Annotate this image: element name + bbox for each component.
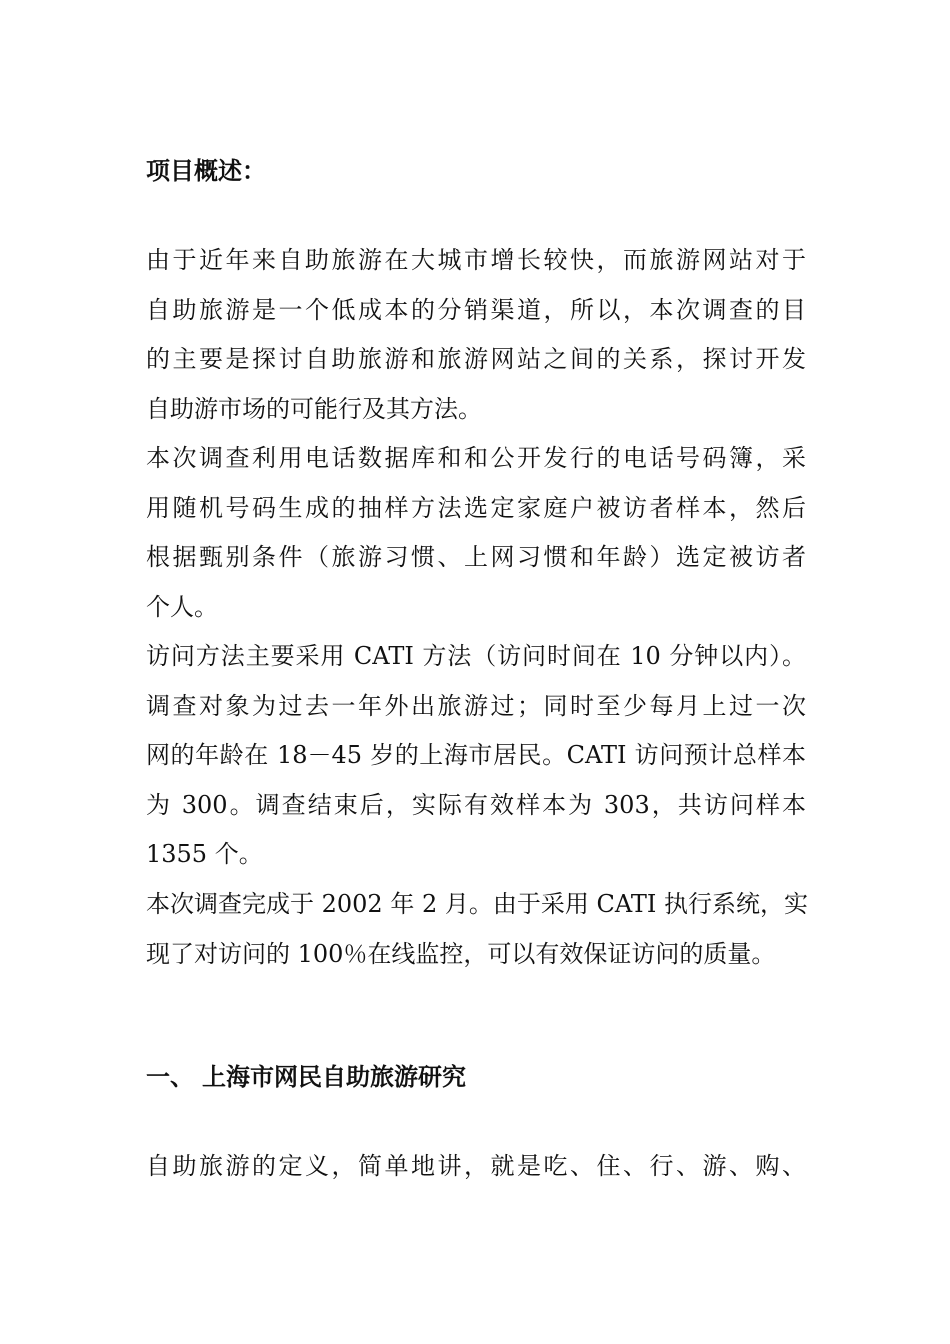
paragraph-line: 由于近年来自助旅游在大城市增长较快，而旅游网站对于 — [146, 246, 806, 274]
section-heading — [146, 1062, 466, 1092]
paragraph-line: 根据甄别条件（旅游习惯、上网习惯和年龄）选定被访者 — [146, 543, 806, 572]
paragraph-line: 自助游市场的可能行及其方法。 — [146, 394, 482, 423]
paragraph-completion — [146, 880, 806, 979]
paragraph-line: 访问方法主要采用 CATI 方法（访问时间在 10 分钟以内）。 — [146, 642, 806, 670]
paragraph-line: 用随机号码生成的抽样方法选定家庭户被访者样本，然后 — [146, 493, 806, 522]
paragraph-line: 的主要是探讨自助旅游和旅游网站之间的关系，探讨开发 — [146, 345, 806, 374]
overview-heading: 项目概述： — [146, 156, 266, 185]
paragraph-line: 本次调查完成于 2002 年 2 月。由于采用 CATI 执行系统，实 — [146, 890, 808, 918]
paragraph-line: 1355 个。 — [146, 840, 263, 869]
paragraph-method — [146, 632, 806, 880]
section-title: 上海市网民自助旅游研究 — [202, 1062, 466, 1091]
paragraph-line: 现了对访问的 100％在线监控，可以有效保证访问的质量。 — [146, 939, 776, 968]
paragraph-line: 个人。 — [146, 592, 218, 621]
paragraph-line: 调查对象为过去一年外出旅游过；同时至少每月上过一次 — [146, 691, 806, 720]
paragraph-definition — [146, 1142, 806, 1192]
paragraph-sampling — [146, 434, 806, 632]
paragraph-line: 本次调查利用电话数据库和和公开发行的电话号码簿，采 — [146, 444, 806, 472]
section-number: 一、 — [146, 1062, 194, 1091]
paragraph-line: 为 300。调查结束后，实际有效样本为 303，共访问样本 — [146, 790, 806, 819]
paragraph-line: 自助旅游的定义，简单地讲，就是吃、住、行、游、购、 — [146, 1152, 806, 1180]
paragraph-purpose — [146, 236, 806, 434]
paragraph-line: 自助旅游是一个低成本的分销渠道，所以，本次调查的目 — [146, 295, 806, 324]
paragraph-line: 网的年龄在 18－45 岁的上海市居民。CATI 访问预计总样本 — [146, 741, 806, 770]
